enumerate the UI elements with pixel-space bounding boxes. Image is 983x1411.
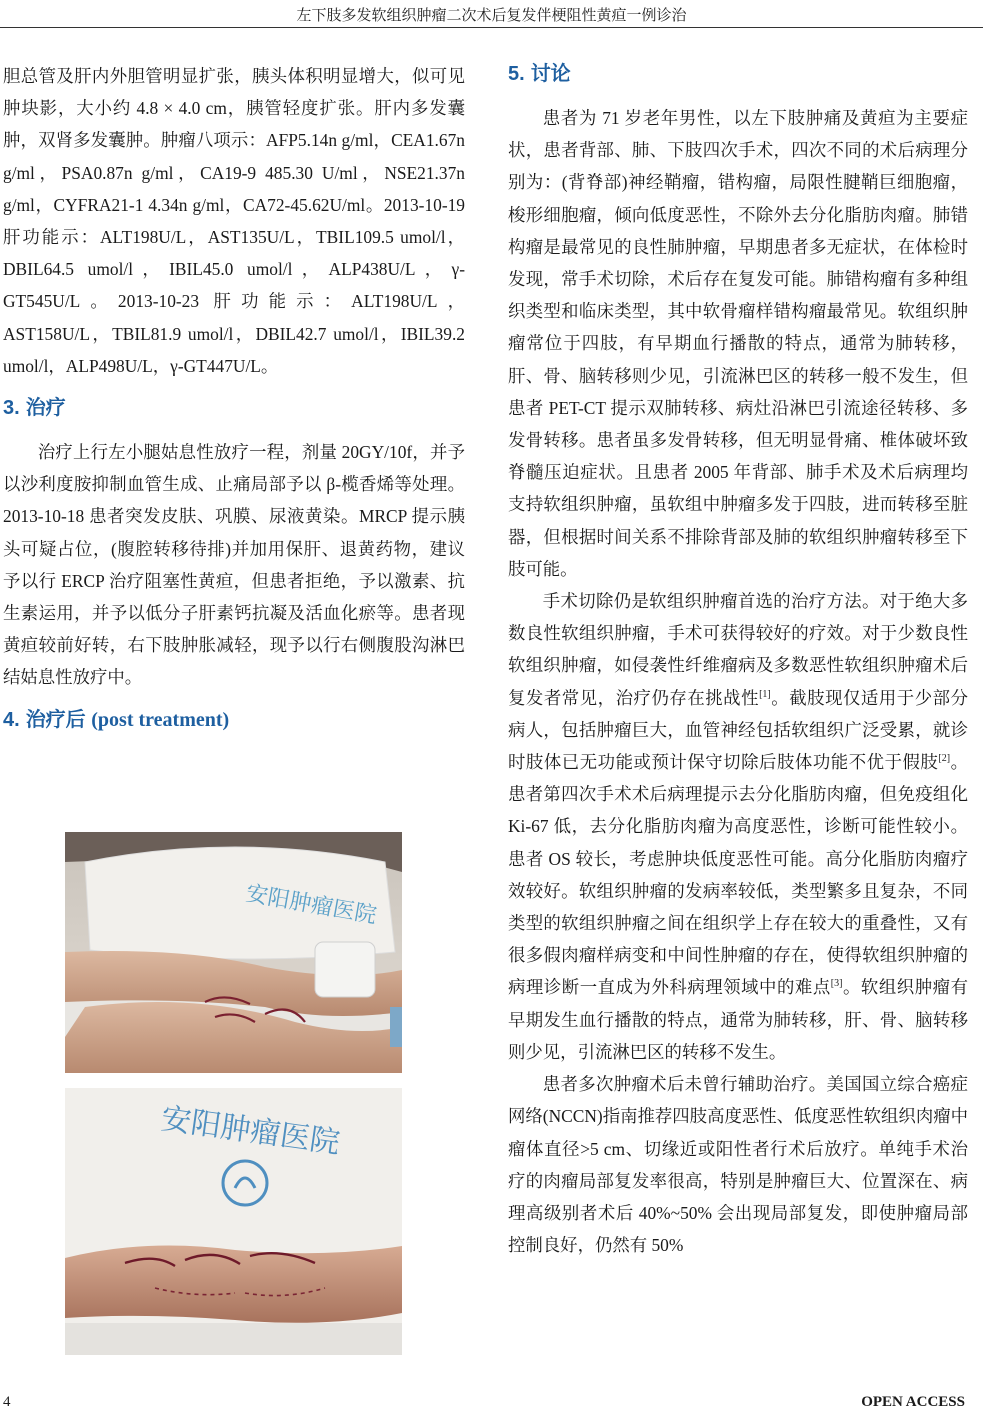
paragraph-discussion-3: 患者多次肿瘤术后未曾行辅助治疗。美国国立综合癌症网络(NCCN)指南推荐四肢高度恶性、低度恶性软组织肉瘤中瘤体直径>5 cm、切缘近或阳性者行术后放疗。单纯手术治疗的肉瘤局部复发率很高，特别是肿瘤巨大、位置深在、病理高级别者术后 40%~50% 会出现局部复发，即使肿瘤局部控制良好，仍然有 50%	[508, 1074, 968, 1256]
text-run: 。软组织肿瘤有早期发生血行播散的特点，通常为肺转移，肝、骨、脑转移则少见，引流淋巴区的转移不发生。	[508, 977, 968, 1062]
page-number: 4	[3, 1394, 11, 1410]
post-treatment-photo-2	[65, 1088, 402, 1355]
section-heading-post-treatment	[3, 706, 465, 734]
post-treatment-photo-1	[65, 832, 402, 1073]
header-rule	[0, 27, 983, 28]
section-heading-treatment	[3, 394, 465, 422]
pillow-print-text: 安阳肿瘤医院	[158, 1101, 343, 1161]
section-title-english: (post treatment)	[91, 708, 230, 731]
paragraph-lab-results: 胆总管及肝内外胆管明显扩张，胰头体积明显增大，似可见肿块影，大小约 4.8 × 4.0 cm，胰管轻度扩张。肝内多发囊肿，双肾多发囊肿。肿瘤八项示：AFP5.14n g/ml，CEA1.67n g/ml，PSA0.87n g/ml，CA19-9 485.30 U/ml，NSE21.37n g/ml，CYFRA21-1 4.34n g/ml，CA72-45.62U/ml。2013-10-19 肝功能示：ALT198U/L，AST135U/L，TBIL109.5 umol/l，DBIL64.5 umol/l，IBIL45.0 umol/l，ALP438U/L，γ-GT545U/L。2013-10-23 肝功能示：ALT198U/L，AST158U/L，TBIL81.9 umol/l，DBIL42.7 umol/l，IBIL39.2 umol/l，ALP498U/L，γ-GT447U/L。	[3, 66, 465, 376]
citation-3[interactable]: [3]	[830, 978, 843, 990]
section-heading-discussion	[508, 60, 968, 88]
leg-photo-illustration	[65, 832, 402, 1073]
leg-closeup-illustration	[65, 1088, 402, 1355]
open-access-label: OPEN ACCESS	[861, 1394, 965, 1410]
section-title: 治疗	[25, 397, 66, 420]
pillow-print-text: 安阳肿瘤医院	[243, 881, 379, 929]
text-run: 。截肢现仅适用于少部分病人，包括肿瘤巨大，血管神经包括软组织广泛受累，就诊时肢体已无功能或预计保守切除后肢体功能不优于假肢	[508, 687, 968, 773]
section-number: 5.	[508, 63, 525, 85]
paragraph-discussion-1: 患者为 71 岁老年男性，以左下肢肿痛及黄疸为主要症状，患者背部、肺、下肢四次手术，四次不同的术后病理分别为：(背脊部)神经鞘瘤，错构瘤，局限性腱鞘巨细胞瘤，梭形细胞瘤，倾向低度恶性，不除外去分化脂肪肉瘤。肺错构瘤是最常见的良性肺肿瘤，早期患者多无症状，在体检时发现，常手术切除，术后存在复发可能。肺错构瘤有多种组织类型和临床类型，其中软骨瘤样错构瘤最常见。软组织肿瘤常位于四肢，有早期血行播散的特点，通常为肺转移，肝、骨、脑转移则少见，引流淋巴区的转移一般不发生，但患者 PET-CT 提示双肺转移、病灶沿淋巴引流途径转移、多发骨转移。患者虽多发骨转移，但无明显骨痛、椎体破坏致脊髓压迫症状。且患者 2005 年背部、肺手术及术后病理均支持软组织肿瘤，虽软组中肿瘤多发于四肢，进而转移至脏器，但根据时间关系不排除背部及肺的软组织肿瘤转移至下肢可能。	[508, 108, 968, 579]
citation-2[interactable]: [2]	[938, 753, 951, 765]
paragraph-treatment: 治疗上行左小腿姑息性放疗一程，剂量 20GY/10f，并予以沙利度胺抑制血管生成、止痛局部予以 β-榄香烯等处理。2013-10-18 患者突发皮肤、巩膜、尿液黄染。MRCP 提示胰头可疑占位，(腹腔转移待排)并加用保肝、退黄药物，建议予以行 ERCP 治疗阻塞性黄疸，但患者拒绝，予以激素、抗生素运用，并予以低分子肝素钙抗凝及活血化瘀等。患者现黄疸较前好转，右下肢肿胀减轻，现予以行右侧腹股沟淋巴结姑息性放疗中。	[3, 442, 465, 688]
text-run: 手术切除仍是软组织肿瘤首选的治疗方法。对于绝大多数良性软组织肿瘤，手术可获得较好的疗效。对于少数良性软组织肿瘤，如侵袭性纤维瘤病及多数恶性软组织肿瘤术后复发者常见，治疗仍存在挑战性	[508, 591, 968, 708]
section-title: 治疗后	[25, 708, 86, 731]
section-number: 4.	[3, 708, 20, 731]
text-run: 。患者第四次手术术后病理提示去分化脂肪肉瘤，但免疫组化 Ki-67 低，去分化脂肪肉瘤为高度恶性，诊断可能性较小。患者 OS 较长，考虑肿块低度恶性可能。高分化脂肪肉瘤疗效较好。软组织肿瘤的发病率较低，类型繁多且复杂，不同类型的软组织肿瘤之间在组织学上存在较大的重叠性，又有很多假肉瘤样病变和中间性肿瘤的存在，使得软组织肿瘤的病理诊断一直成为外科病理领域中的难点	[508, 752, 968, 998]
paragraph-discussion-2	[508, 585, 968, 1068]
section-number: 3.	[3, 397, 20, 420]
citation-1[interactable]: [1]	[759, 688, 771, 700]
section-title: 讨论	[530, 63, 571, 85]
running-title: 左下肢多发软组织肿瘤二次术后复发伴梗阻性黄疸一例诊治	[296, 8, 687, 24]
left-column	[3, 60, 465, 748]
right-column	[508, 60, 968, 1261]
